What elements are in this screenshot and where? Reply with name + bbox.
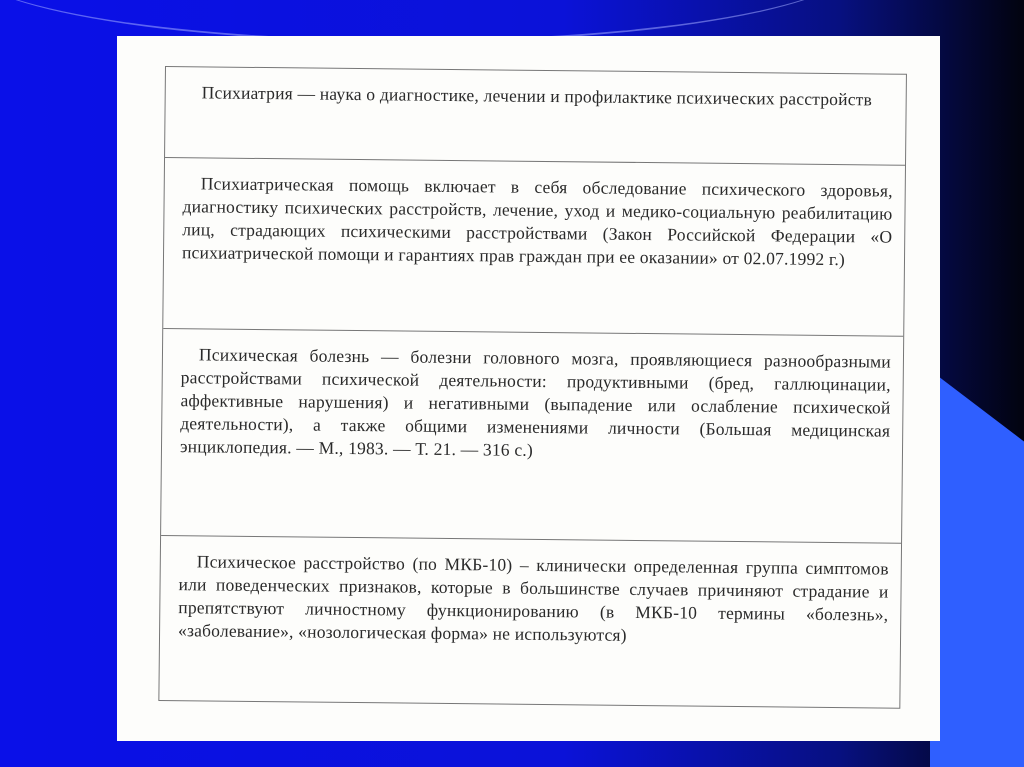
definitions-table	[158, 66, 907, 709]
definition-mental-illness: Психическая болезнь — болезни головного мозга, проявляющиеся разнообразными расстройствами психической деятельности: продуктивными (бред, галлюцинации, аффективные нарушения) и негативными (выпадение или ослабление психической деятельности), а также общими изменениями личности (Большая медицинская энциклопедия. — М., 1983. — Т. 21. — 316 с.)	[161, 329, 903, 544]
definition-psychiatry: Психиатрия — наука о диагностике, лечении и профилактике психических расстройств	[165, 67, 906, 166]
definition-psychiatric-care: Психиатрическая помощь включает в себя обследование психического здоровья, диагностику психических расстройств, лечение, уход и медико-социальную реабилитацию лиц, страдающих психическими расстройствами (Закон Российской Федерации «О психиатрической помощи и гарантиях прав граждан при ее оказании» от 02.07.1992 г.)	[163, 158, 905, 337]
definition-mental-disorder: Психическое расстройство (по МКБ-10) – клинически определенная группа симптомов или поведенческих признаков, которые в большинстве случаев причиняют страдание и препятствуют личностному функционированию (в МКБ-10 термины «болезнь», «заболевание», «нозологическая форма» не используются)	[177, 551, 889, 645]
decorative-accent-shape	[930, 370, 1024, 767]
document-page	[117, 36, 940, 741]
